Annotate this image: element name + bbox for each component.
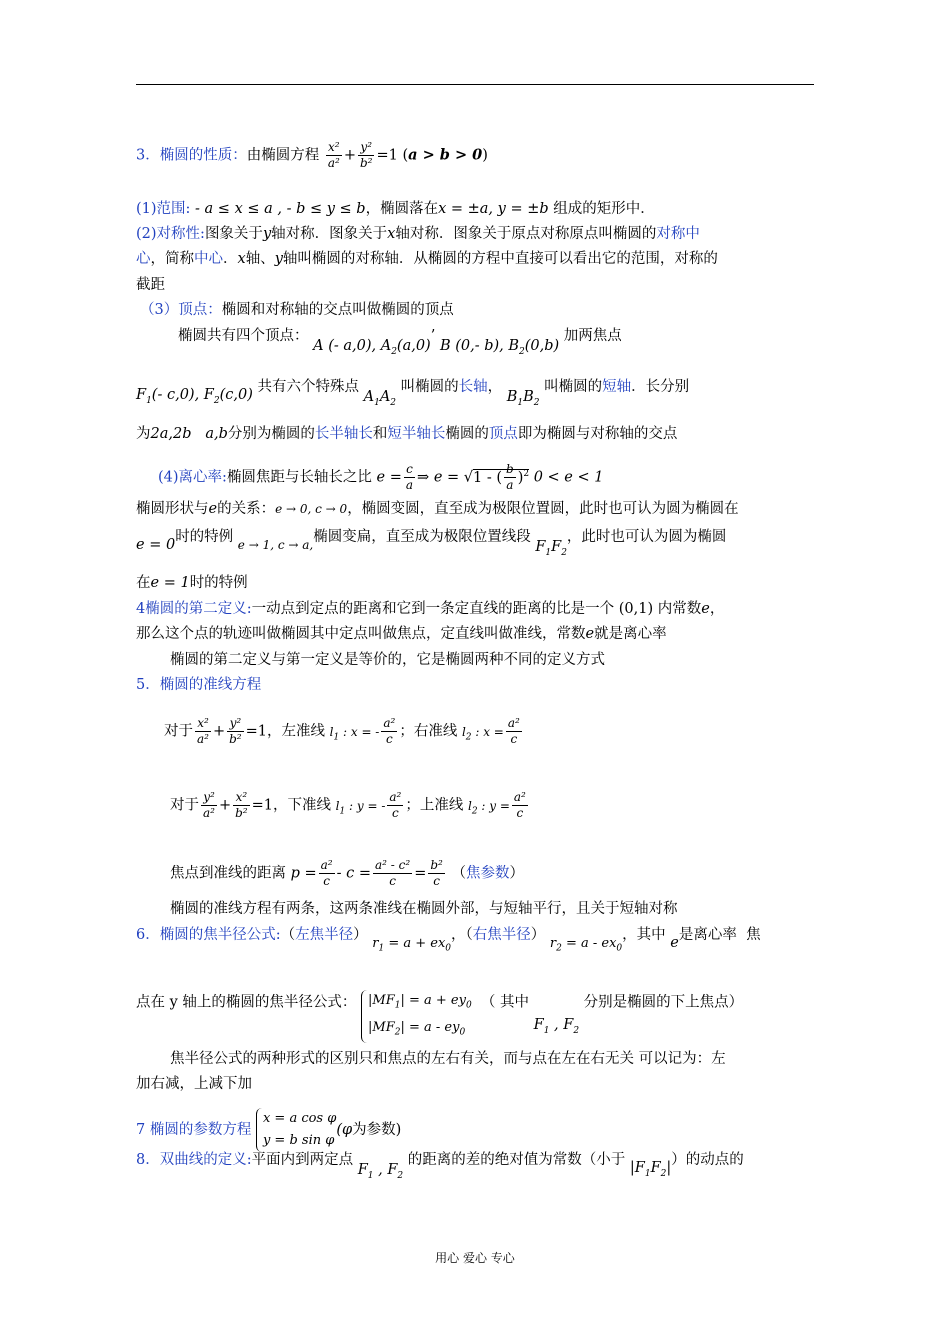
range-label: (1)范围:	[136, 201, 191, 217]
vertex-text: 椭圆和对称轴的交点叫做椭圆的顶点	[221, 302, 454, 318]
sec6-left-close: ）	[353, 927, 368, 943]
sec6-title: 6．椭圆的焦半径公式:	[136, 927, 281, 943]
eq-x2a2: $\frac{\text{x²}}{\text{a²}}$	[327, 140, 340, 170]
range-mid: ，椭圆落在	[365, 201, 439, 217]
sec5-param-open: （	[451, 865, 466, 882]
sec5-param: 焦参数	[465, 865, 510, 882]
range-line: (1)范围: - a ≤ x ≤ a , - b ≤ y ≤ b，椭圆落在x = ±a, y = ±b 组成的矩形中．	[136, 201, 655, 217]
sec4-line2-a: 那么这个点的轨迹叫做椭圆其中定点叫做焦点，定直线叫做准线，常数	[136, 626, 586, 642]
sec6-right: 右焦半径	[472, 927, 531, 943]
sec6-right-close: ）	[530, 927, 546, 943]
sec6-where: ，其中	[622, 927, 666, 943]
sec6-right-open: （	[465, 927, 473, 943]
sym-line2: 心，简称中心．x轴、y轴叫椭圆的对称轴．从椭圆的方程中直接可以看出它的范围，对称的	[136, 251, 718, 267]
sec4-line3	[170, 650, 850, 670]
sec5-for: 对于	[164, 723, 193, 740]
sec8-text-a: 平面内到两定点	[251, 1152, 354, 1168]
sym-text-f: 轴、	[245, 251, 275, 267]
sym-center-b: 心	[136, 251, 151, 267]
sec4-line1: 4椭圆的第二定义:一动点到定点的距离和它到一条定直线的距离的比是一个 (0,1) 内常数e，	[136, 601, 725, 617]
sec3-lead: 由椭圆方程	[246, 147, 320, 164]
sec6-line3	[170, 1049, 850, 1069]
sec6-paren-a: （ 其中	[480, 994, 530, 1011]
vertex-six: 共有六个特殊点	[257, 379, 359, 395]
sec4-text-c: ，	[709, 601, 725, 617]
vertex-called: 叫椭圆的	[400, 379, 459, 395]
vertex-wei: 为	[136, 426, 151, 442]
sec7-line: 7 椭圆的参数方程 x = a cos φ y = b sin φ(φ为参数)	[136, 1108, 816, 1152]
sec4-line2-b: 就是离心率	[594, 626, 667, 642]
sec5-line2: 对于 $\frac{\text{y²}}{\text{a²}}$ + $\frac{\text{x²}}{\text{b²}}$ =1，下准线 $l_1$ : y = - $\frac{\text{a²}}{c}$ ；上准线 $l_2$ : y = $\frac{\text{a²}}{c}$	[170, 790, 526, 820]
sec4-line2: 那么这个点的轨迹叫做椭圆其中定点叫做焦点，定直线叫做准线，常数e就是离心率	[136, 626, 667, 642]
sec6-diff-a: 焦半径公式的两种形式的区别只和焦点的左右有关，而与点在左在右无关 可以记为：左	[170, 1051, 726, 1067]
ecc-line4: 在e = 1时的特例	[136, 575, 248, 591]
sec6-line1: 6．椭圆的焦半径公式:（左焦半径） $r_1 = a + ex_0$，（右焦半径） $r_2 = a - ex_0$，其中 e是离心率 焦	[136, 927, 761, 954]
sec4-line3-text: 椭圆的第二定义与第一定义是等价的，它是椭圆两种不同的定义方式	[170, 652, 605, 668]
page-footer: 用心 爱心 专心	[435, 1251, 515, 1265]
vertex-line3: $F_1(-$ c,0), $F_2(c,0)$ 共有六个特殊点 $A_1A_2$ 叫椭圆的长轴， $B_1B_2$ 叫椭圆的短轴．长分别	[136, 379, 690, 408]
ecc-line3: e = 0时的特例 $_{e \to 1, c \to a,}$椭圆变扁，直至成为极限位置线段 $F_1F_2$，此时也可认为圆为椭圆	[136, 529, 727, 558]
sec5-down: ，下准线	[273, 797, 331, 814]
sec4-text-a: 一动点到定点的距离和它到一条定直线的距离的比是一个	[251, 601, 615, 617]
sec5-right: ；右准线	[399, 723, 458, 740]
sec5-focus-dist: 焦点到准线的距离	[170, 865, 286, 882]
sym-line1: (2)对称性:图象关于y轴对称．图象关于x轴对称．图象关于原点对称原点叫椭圆的对称中	[136, 226, 700, 242]
ecc-line2-a: 时的特例	[175, 529, 234, 545]
sec8-title: 8．双曲线的定义:	[136, 1152, 252, 1168]
vertex-line1	[140, 300, 820, 320]
sec6-is-e: 是离心率	[678, 927, 737, 943]
vertex-len: ．长分别	[631, 379, 690, 395]
sec5-title: 5．椭圆的准线方程	[136, 677, 262, 693]
vertex-four: 椭圆共有四个顶点：	[178, 328, 309, 344]
sec5-note-text: 椭圆的准线方程有两条，这两条准线在椭圆外部，与短轴平行，且关于短轴对称	[170, 901, 678, 917]
ecc-rel-c: ，椭圆变圆，直至成为极限位置圆，此时也可认为圆为椭圆在	[347, 501, 739, 517]
vertex-semi-minor: 短半轴长	[387, 426, 446, 442]
ecc-line2: 椭圆形状与e的关系：e → 0, c → 0，椭圆变圆，直至成为极限位置圆，此时也可认为圆为椭圆在	[136, 501, 739, 517]
vertex-de: 椭圆的	[445, 426, 489, 442]
sec8-text-c: ）的动点的	[671, 1152, 744, 1168]
sec3-title: 椭圆的性质：	[159, 147, 247, 164]
sym-center-a: 对称中	[656, 226, 700, 242]
sym-text-c: 轴对称．图象关于原点对称原点叫椭圆的	[395, 226, 657, 242]
sec5-for2: 对于	[170, 797, 199, 814]
sym-text-b: 轴对称．图象关于	[271, 226, 388, 242]
sec6-jiao: 焦	[746, 927, 761, 943]
sec6-diff-b: 加右减，上减下加	[136, 1076, 252, 1092]
sym-text-g: 轴叫椭圆的对称轴．从椭圆的方程中直接可以看出它的范围，对称的	[282, 251, 718, 267]
sym-text-d: ，简称	[150, 251, 194, 267]
vertex-fenbie: 分别为椭圆的	[227, 426, 315, 442]
sec4-text-b: 内常数	[657, 601, 702, 617]
vertex-major: 长轴	[458, 379, 488, 395]
ecc-line1: (4)离心率:椭圆焦距与长轴长之比 e = $\frac{c}{a}$ ⇒ e = √1 - ( $\frac{b}{a}$ )$^2$ 0 < e < 1	[158, 462, 604, 492]
sym-text-e: ．	[223, 251, 238, 267]
sec3-num: 3．	[136, 147, 160, 164]
ecc-label: (4)离心率:	[158, 469, 227, 486]
vertex-plus-foci: 加两焦点	[563, 328, 622, 344]
sec6-line2-text: 点在 y 轴上的椭圆的焦半径公式：	[136, 994, 357, 1011]
focal-radius-system: $|MF_1| = a + ey_0$ $|MF_2| = a - ey_0$	[361, 990, 472, 1043]
vertex-word: 顶点	[488, 426, 518, 442]
sec6-left-open: （	[280, 927, 296, 943]
sec8-text-b: 的距离的差的绝对值为常数（小于	[407, 1152, 626, 1168]
sym-line3	[136, 275, 816, 295]
range-end: 组成的矩形中．	[553, 201, 655, 217]
sec3-cond: a > b > 0	[408, 146, 483, 164]
vertex-minor: 短轴	[602, 379, 632, 395]
sec5-note	[170, 899, 850, 919]
vertex-and: 和	[372, 426, 388, 442]
vertex-end: 即为椭圆与对称轴的交点	[517, 426, 678, 442]
eq-y2b2: $\frac{\text{y²}}{\text{b²}}$	[359, 140, 373, 170]
sec5-left: ，左准线	[267, 723, 325, 740]
sec7-param-note: 为参数)	[352, 1122, 402, 1138]
sec8-line: 8．双曲线的定义:平面内到两定点 $F_1$ , $F_2$ 的距离的差的绝对值为常数（小于 $|F_1F_2|$）的动点的	[136, 1152, 744, 1181]
sec6-paren-b: 分别是椭圆的下上焦点）	[583, 994, 744, 1011]
sec4-num: 4	[136, 601, 146, 617]
sec6-line2: 点在 y 轴上的椭圆的焦半径公式： $|MF_1| = a + ey_0$ $|MF_2| = a - ey_0$ （ 其中 $F_1$ , $F_2$ 分别是椭圆的下上焦点）	[136, 976, 816, 1029]
sec3-line: 3．椭圆的性质：由椭圆方程 $\frac{\text{x²}}{\text{a²}}$ + $\frac{\text{y²}}{\text{b²}}$ =1 (a > b > 0)	[136, 140, 488, 170]
sym-center-short: 中心	[194, 251, 223, 267]
sec5-line1: 对于 $\frac{\text{x²}}{\text{a²}}$ + $\frac{\text{y²}}{\text{b²}}$ =1，左准线 $l_1$ : x = - $\frac{\text{a²}}{c}$ ；右准线 $l_2$ : x = $\frac{\text{a²}}{c}$	[164, 716, 520, 746]
sec6-left: 左焦半径	[295, 927, 354, 943]
ecc-rel-a: 椭圆形状与	[136, 501, 209, 517]
sym-label: (2)对称性:	[136, 226, 205, 242]
sec7-title: 7 椭圆的参数方程	[136, 1122, 252, 1138]
ecc-line2-b: 椭圆变扁，直至成为极限位置线段	[313, 529, 531, 545]
ecc-line3-a: 在	[136, 575, 151, 591]
sec5-param-close: ）	[509, 865, 524, 882]
sec6-line4	[136, 1074, 816, 1094]
ecc-text: 椭圆焦距与长轴长之比	[226, 469, 372, 486]
vertex-line4: 为2a,2b a,b分别为椭圆的长半轴长和短半轴长椭圆的顶点即为椭圆与对称轴的交点	[136, 426, 678, 442]
header-rule	[136, 84, 814, 85]
ecc-rel-b: 的关系：	[217, 501, 276, 517]
sym-text-h: 截距	[136, 277, 165, 293]
ecc-line3-b: 时的特例	[189, 575, 248, 591]
sec5-up: ；上准线	[405, 797, 464, 814]
vertex-called2: 叫椭圆的	[544, 379, 603, 395]
vertex-label: （3）顶点：	[140, 302, 222, 318]
vertex-semi-major: 长半轴长	[314, 426, 373, 442]
param-eq-system: x = a cos φ y = b sin φ	[256, 1108, 336, 1152]
sec4-title: 椭圆的第二定义:	[145, 601, 252, 617]
sec5-line3: 焦点到准线的距离 p = $\frac{\text{a²}}{c}$ - c = $\frac{\text{a² - c²}}{c}$ = $\frac{\text{b²}}{c}$ （焦参数）	[170, 858, 524, 888]
sym-text-a: 图象关于	[204, 226, 263, 242]
sec6-comma: ，	[451, 927, 466, 943]
vertex-line2: 椭圆共有四个顶点： A (- a,0), $A_2(a,0)$’ B (0,- b), $B_2(0,b)$ 加两焦点	[178, 328, 622, 357]
ecc-line2-c: ，此时也可认为圆为椭圆	[566, 529, 727, 545]
